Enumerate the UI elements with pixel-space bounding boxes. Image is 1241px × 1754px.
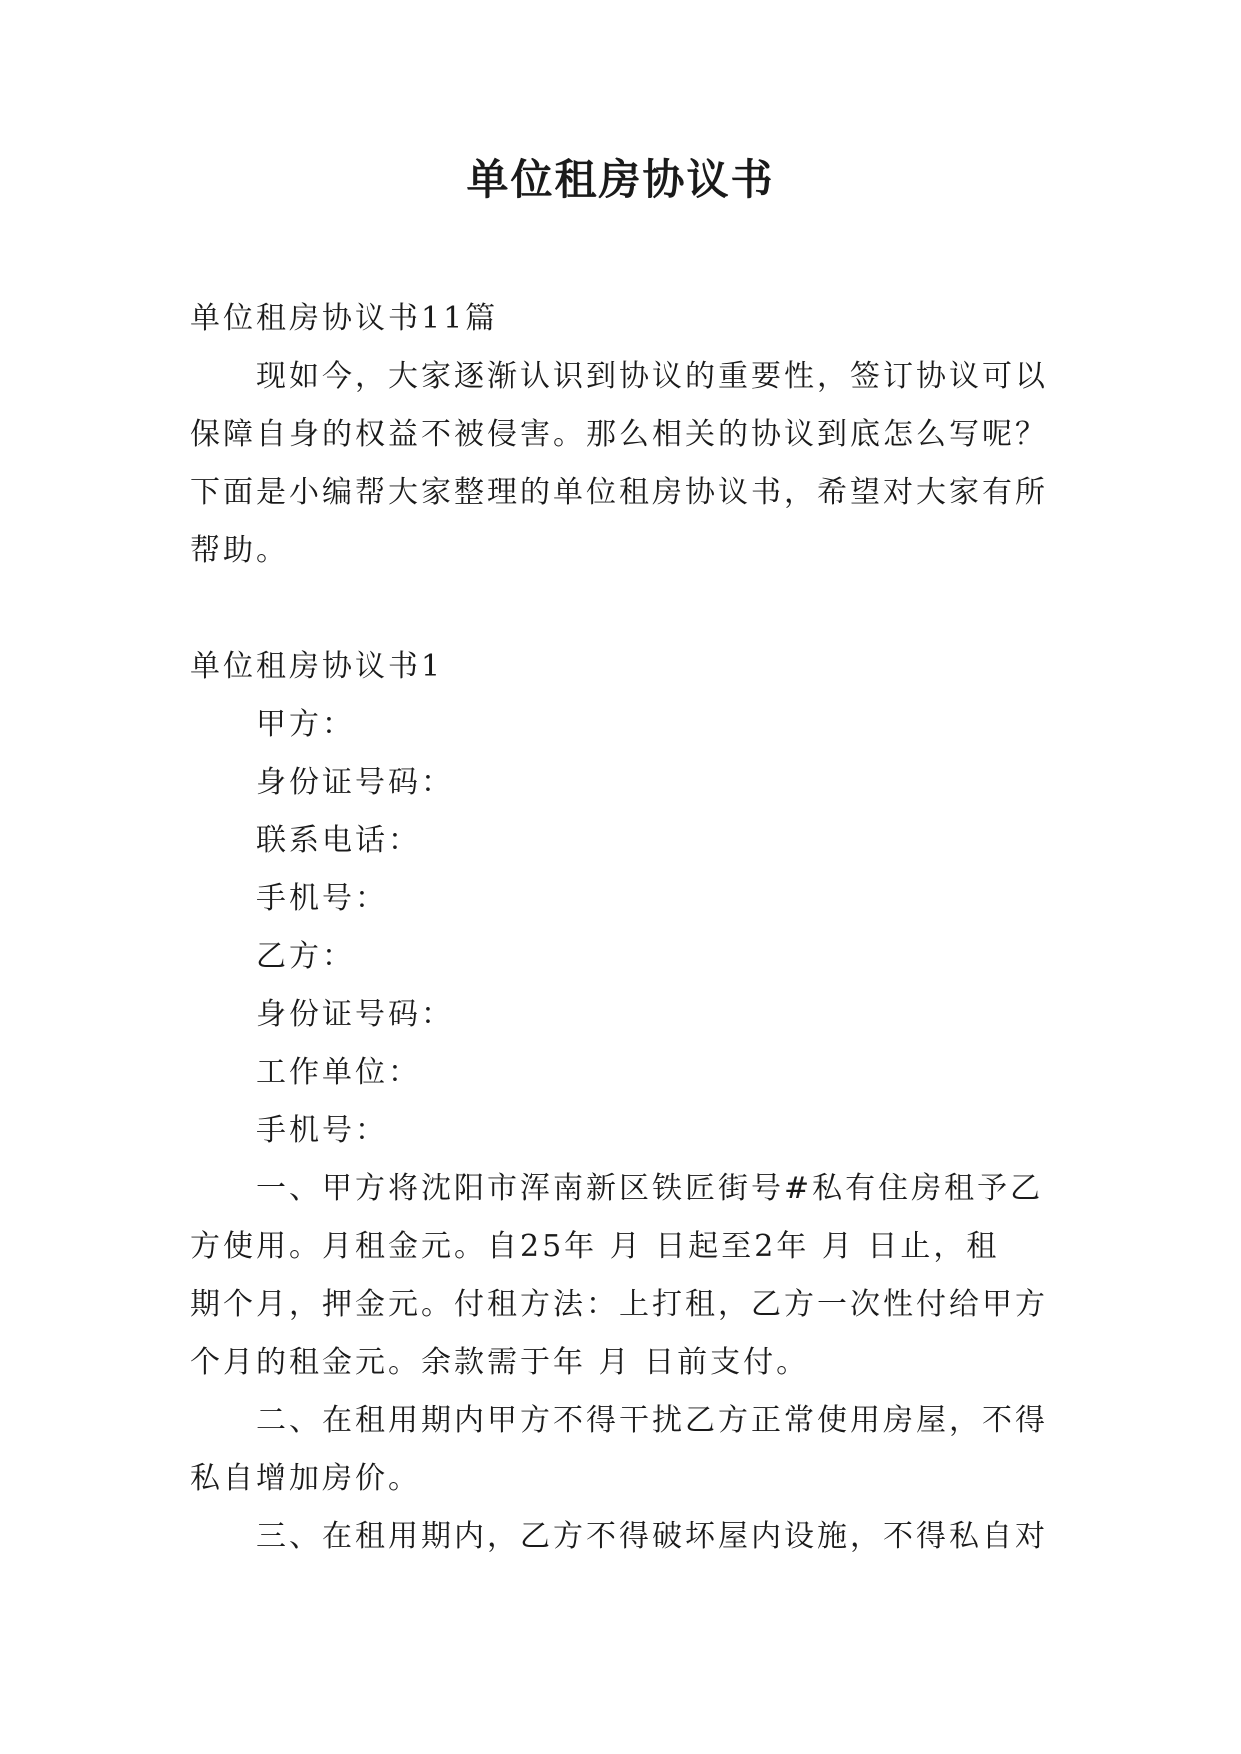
paragraph-spacer <box>190 580 1050 638</box>
field-party-a: 甲方： <box>256 707 355 742</box>
field-mobile-b: 手机号： <box>256 1113 388 1148</box>
clause-3-line: 三、在租用期内，乙方不得破坏屋内设施，不得私自对 <box>256 1519 1048 1554</box>
intro-line: 保障自身的权益不被侵害。那么相关的协议到底怎么写呢？ <box>190 417 1048 452</box>
field-party-b: 乙方： <box>256 939 355 974</box>
clause-1-line: 一、甲方将沈阳市浑南新区铁匠街号#私有住房租予乙 <box>256 1171 1044 1206</box>
document-body <box>190 290 1050 1566</box>
clause-1-line: 方使用。月租金元。自25年 月 日起至2年 月 日止，租 <box>190 1229 1000 1264</box>
field-id-number-b: 身份证号码： <box>256 997 454 1032</box>
intro-line: 现如今，大家逐渐认识到协议的重要性，签订协议可以 <box>256 359 1048 394</box>
document-title: 单位租房协议书 <box>466 155 775 204</box>
field-mobile-a: 手机号： <box>256 881 388 916</box>
intro-line: 下面是小编帮大家整理的单位租房协议书，希望对大家有所 <box>190 475 1048 510</box>
clause-1-line: 个月的租金元。余款需于年 月 日前支付。 <box>190 1345 810 1380</box>
section-heading: 单位租房协议书1 <box>190 649 444 684</box>
clause-2-line: 二、在租用期内甲方不得干扰乙方正常使用房屋，不得 <box>256 1403 1048 1438</box>
clause-1-line: 期个月，押金元。付租方法：上打租，乙方一次性付给甲方 <box>190 1287 1048 1322</box>
clause-2-line: 私自增加房价。 <box>190 1461 421 1496</box>
intro-line: 帮助。 <box>190 533 289 568</box>
document-subtitle: 单位租房协议书11篇 <box>190 301 499 336</box>
field-id-number-a: 身份证号码： <box>256 765 454 800</box>
field-employer: 工作单位： <box>256 1055 421 1090</box>
field-contact-phone: 联系电话： <box>256 823 421 858</box>
